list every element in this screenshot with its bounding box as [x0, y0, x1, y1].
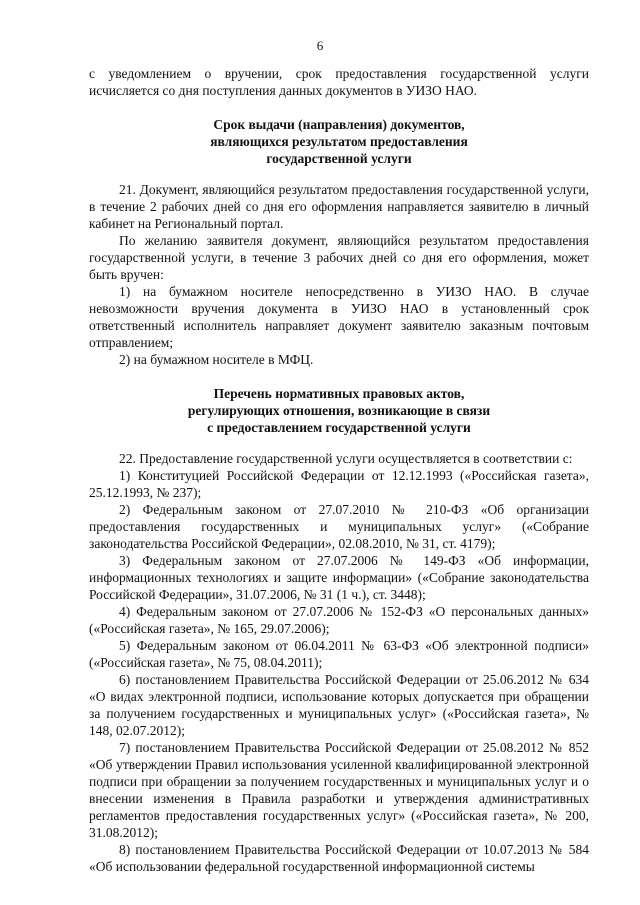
list-item: 8) постановлением Правительства Российской Федерации от 10.07.2013 № 584 «Об использовании федеральной государственной информационной системы [89, 842, 589, 874]
section-heading-legal-acts [89, 385, 589, 436]
paragraph: 22. Предоставление государственной услуги осуществляется в соответствии с: [119, 451, 573, 466]
intro-paragraph: с уведомлением о вручении, срок предоставления государственной услуги исчисляется со дня поступления данных документов в УИЗО НАО. [89, 66, 589, 98]
paragraph: По желанию заявителя документ, являющийся результатом предоставления государственной услуги, в течение 3 рабочих дней со дня его оформления, может быть вручен: [89, 233, 589, 282]
heading-line: являющихся результатом предоставления [210, 134, 468, 149]
list-item: 5) Федеральным законом от 06.04.2011 № 63-ФЗ «Об электронной подписи» («Российская газета», № 75, 08.04.2011); [89, 638, 589, 670]
page-number: 6 [316, 38, 324, 53]
heading-line: регулирующих отношения, возникающие в связи [187, 403, 491, 418]
list-item: 3) Федеральным законом от 27.07.2006 № 149-ФЗ «Об информации, информационных технологиях и защите информации» («Собрание законодательства Российской Федерации», 31.07.2006, № 31 (1 ч.), ст. 3448); [89, 553, 589, 602]
list-item: 6) постановлением Правительства Российской Федерации от 25.06.2012 № 634 «О видах электронной подписи, использование которых допускается при обращении за получением государственных и муниципальных услуг» («Российская газета», № 148, 02.07.2012); [89, 672, 589, 738]
list-item: 1) Конституцией Российской Федерации от 12.12.1993 («Российская газета», 25.12.1993, № 237); [89, 468, 589, 500]
heading-line: с предоставлением государственной услуги [207, 420, 471, 435]
list-item: 4) Федеральным законом от 27.07.2006 № 152-ФЗ «О персональных данных» («Российская газета», № 165, 29.07.2006); [89, 604, 589, 636]
document-body [89, 65, 589, 875]
section-heading-issuance-term [89, 116, 589, 167]
list-item: 2) на бумажном носителе в МФЦ. [119, 352, 314, 367]
list-item: 7) постановлением Правительства Российской Федерации от 25.08.2012 № 852 «Об утверждении Правил использования усиленной квалифицированной электронной подписи при обращении за получением государственных и муниципальных услуг и о внесении изменения в Правила разработки и утверждения административных регламентов предоставления государственных услуг» («Российская газета», № 200, 31.08.2012); [89, 740, 589, 840]
heading-line: Срок выдачи (направления) документов, [213, 117, 465, 132]
list-item: 1) на бумажном носителе непосредственно в УИЗО НАО. В случае невозможности вручения документа в УИЗО НАО в установленный срок ответственный исполнитель направляет документ заявителю заказным почтовым отправлением; [89, 284, 589, 350]
heading-line: государственной услуги [266, 151, 412, 166]
list-item: 2) Федеральным законом от 27.07.2010 № 210-ФЗ «Об организации предоставления государственных и муниципальных услуг» («Собрание законодательства Российской Федерации», 02.08.2010, № 31, ст. 4179); [89, 502, 589, 551]
paragraph: 21. Документ, являющийся результатом предоставления государственной услуги, в течение 2 рабочих дней со дня его оформления направляется заявителю в личный кабинет на Региональный портал. [89, 182, 589, 231]
heading-line: Перечень нормативных правовых актов, [213, 386, 465, 401]
